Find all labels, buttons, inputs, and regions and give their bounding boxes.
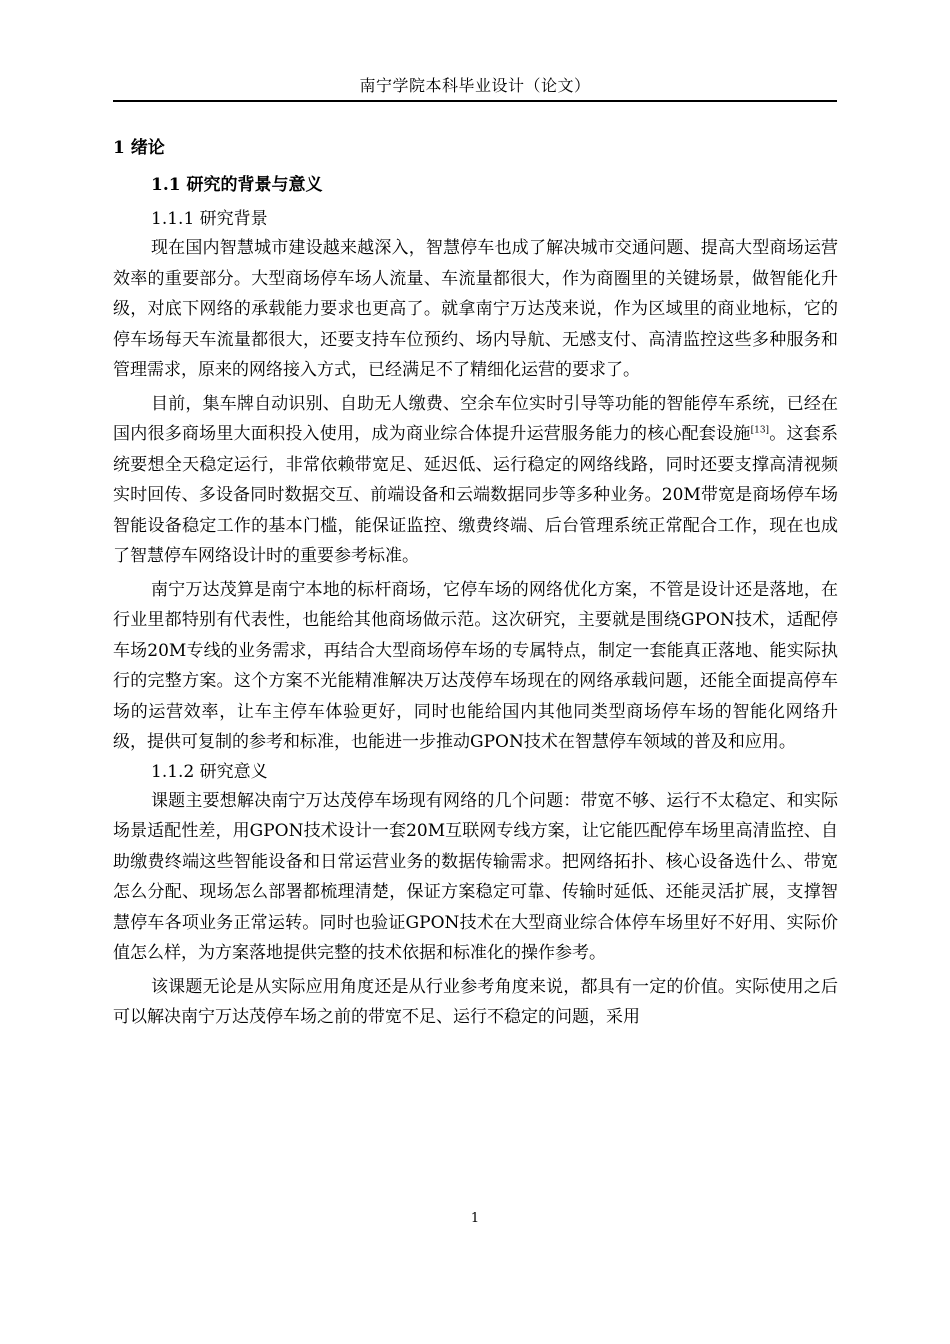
paragraph-background-1: 现在国内智慧城市建设越来越深入，智慧停车也成了解决城市交通问题、提高大型商场运营效率的重要部分。大型商场停车场人流量、车流量都很大，作为商圈里的关键场景，做智能化升级，对底下网络的承载能力要求也更高了。就拿南宁万达茂来说，作为区域里的商业地标，它的停车场每天车流量都很大，还要支持车位预约、场内导航、无感支付、高清监控这些多种服务和管理需求，原来的网络接入方式，已经满足不了精细化运营的要求了。 — [113, 238, 838, 380]
subsection-heading-significance: 1.1.2 研究意义 — [151, 761, 268, 782]
paragraph-background-2 — [113, 389, 838, 572]
section-heading: 1.1 研究的背景与意义 — [151, 175, 323, 195]
chapter-heading: 1 绪论 — [113, 138, 165, 158]
paragraph-background-2-text-cont: 。这套系统要想全天稳定运行，非常依赖带宽足、延迟低、运行稳定的网络线路，同时还要支撑高清视频实时回传、多设备同时数据交互、前端设备和云端数据同步等多种业务。20M带宽是商场停车场智能设备稳定工作的基本门槛，能保证监控、缴费终端、后台管理系统正常配合工作，现在也成了智慧停车网络设计时的重要参考标准。 — [113, 424, 839, 566]
paragraph-background-3: 南宁万达茂算是南宁本地的标杆商场，它停车场的网络优化方案，不管是设计还是落地，在行业里都特别有代表性，也能给其他商场做示范。这次研究，主要就是围绕GPON技术，适配停车场20M专线的业务需求，再结合大型商场停车场的专属特点，制定一套能真正落地、能实际执行的完整方案。这个方案不光能精准解决万达茂停车场现在的网络承载问题，还能全面提高停车场的运营效率，让车主停车体验更好，同时也能给国内其他同类型商场停车场的智能化网络升级，提供可复制的参考和标准，也能进一步推动GPON技术在智慧停车领域的普及和应用。 — [113, 579, 838, 752]
paragraph-significance-1: 课题主要想解决南宁万达茂停车场现有网络的几个问题：带宽不够、运行不太稳定、和实际场景适配性差，用GPON技术设计一套20M互联网专线方案，让它能匹配停车场里高清监控、自助缴费终端这些智能设备和日常运营业务的数据传输需求。把网络拓扑、核心设备选什么、带宽怎么分配、现场怎么部署都梳理清楚，保证方案稳定可靠、传输时延低、还能灵活扩展，支撑智慧停车各项业务正常运转。同时也验证GPON技术在大型商业综合体停车场里好不好用、实际价值怎么样，为方案落地提供完整的技术依据和标准化的操作参考。 — [113, 790, 838, 963]
page-number: 1 — [470, 1211, 480, 1226]
header-rule — [113, 100, 837, 102]
paragraph-background-2-text: 目前，集车牌自动识别、自助无人缴费、空余车位实时引导等功能的智能停车系统，已经在国内很多商场里大面积投入使用，成为商业综合体提升运营服务能力的核心配套设施 — [113, 393, 838, 444]
subsection-heading-background: 1.1.1 研究背景 — [151, 209, 268, 229]
document-body — [113, 134, 838, 1033]
paragraph-significance-2: 该课题无论是从实际应用角度还是从行业参考角度来说，都具有一定的价值。实际使用之后可以解决南宁万达茂停车场之前的带宽不足、运行不稳定的问题，采用 — [113, 976, 838, 1027]
citation-marker: [13] — [750, 425, 770, 436]
page-header: 南宁学院本科毕业设计（论文） — [359, 76, 591, 95]
